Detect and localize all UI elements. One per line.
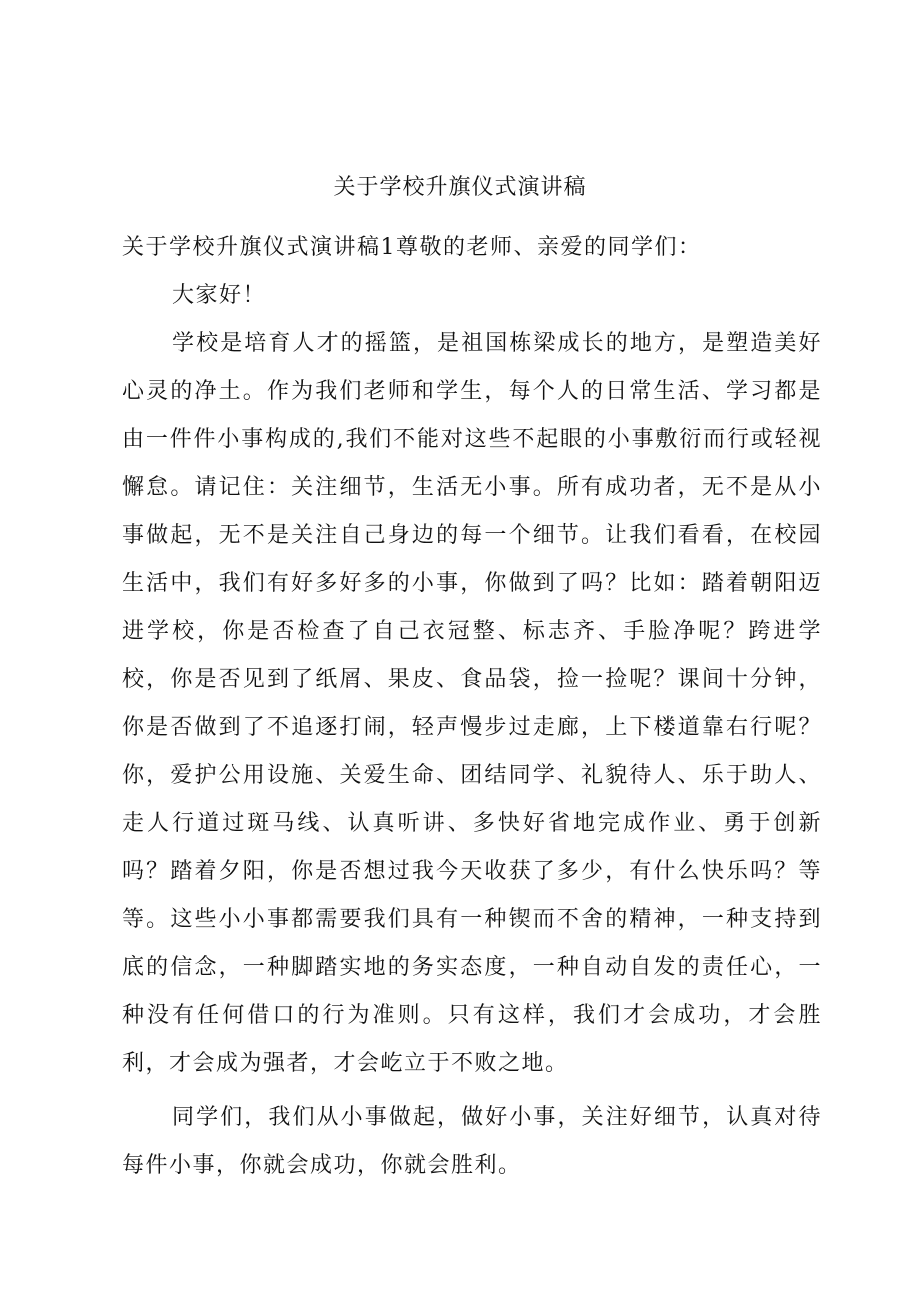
document-body [122,224,822,1190]
main-paragraph: 学校是培育人才的摇篮，是祖国栋梁成长的地方，是塑造美好心灵的净土。作为我们老师和学生，每个人的日常生活、学习都是由一件件小事构成的,我们不能对这些不起眼的小事敷衍而行或轻视懈怠。请记住：关注细节，生活无小事。所有成功者，无不是从小事做起，无不是关注自己身边的每一个细节。让我们看看，在校园生活中，我们有好多好多的小事，你做到了吗？比如：踏着朝阳迈进学校，你是否检查了自己衣冠整、标志齐、手脸净呢？跨进学校，你是否见到了纸屑、果皮、食品袋，捡一捡呢？课间十分钟，你是否做到了不追逐打闹，轻声慢步过走廊，上下楼道靠右行呢？你，爱护公用设施、关爱生命、团结同学、礼貌待人、乐于助人、走人行道过斑马线、认真听讲、多快好省地完成作业、勇于创新吗？踏着夕阳，你是否想过我今天收获了多少，有什么快乐吗？等等。这些小小事都需要我们具有一种锲而不舍的精神，一种支持到底的信念，一种脚踏实地的务实态度，一种自动自发的责任心，一种没有任何借口的行为准则。只有这样，我们才会成功，才会胜利，才会成为强者，才会屹立于不败之地。 [122,331,822,1076]
document-title: 关于学校升旗仪式演讲稿 [333,175,587,200]
opening-line: 关于学校升旗仪式演讲稿1尊敬的老师、亲爱的同学们： [122,235,702,260]
greeting-paragraph: 大家好！ [172,283,267,308]
closing-paragraph: 同学们，我们从小事做起，做好小事，关注好细节，认真对待每件小事，你就会成功，你就会胜利。 [122,1105,822,1178]
